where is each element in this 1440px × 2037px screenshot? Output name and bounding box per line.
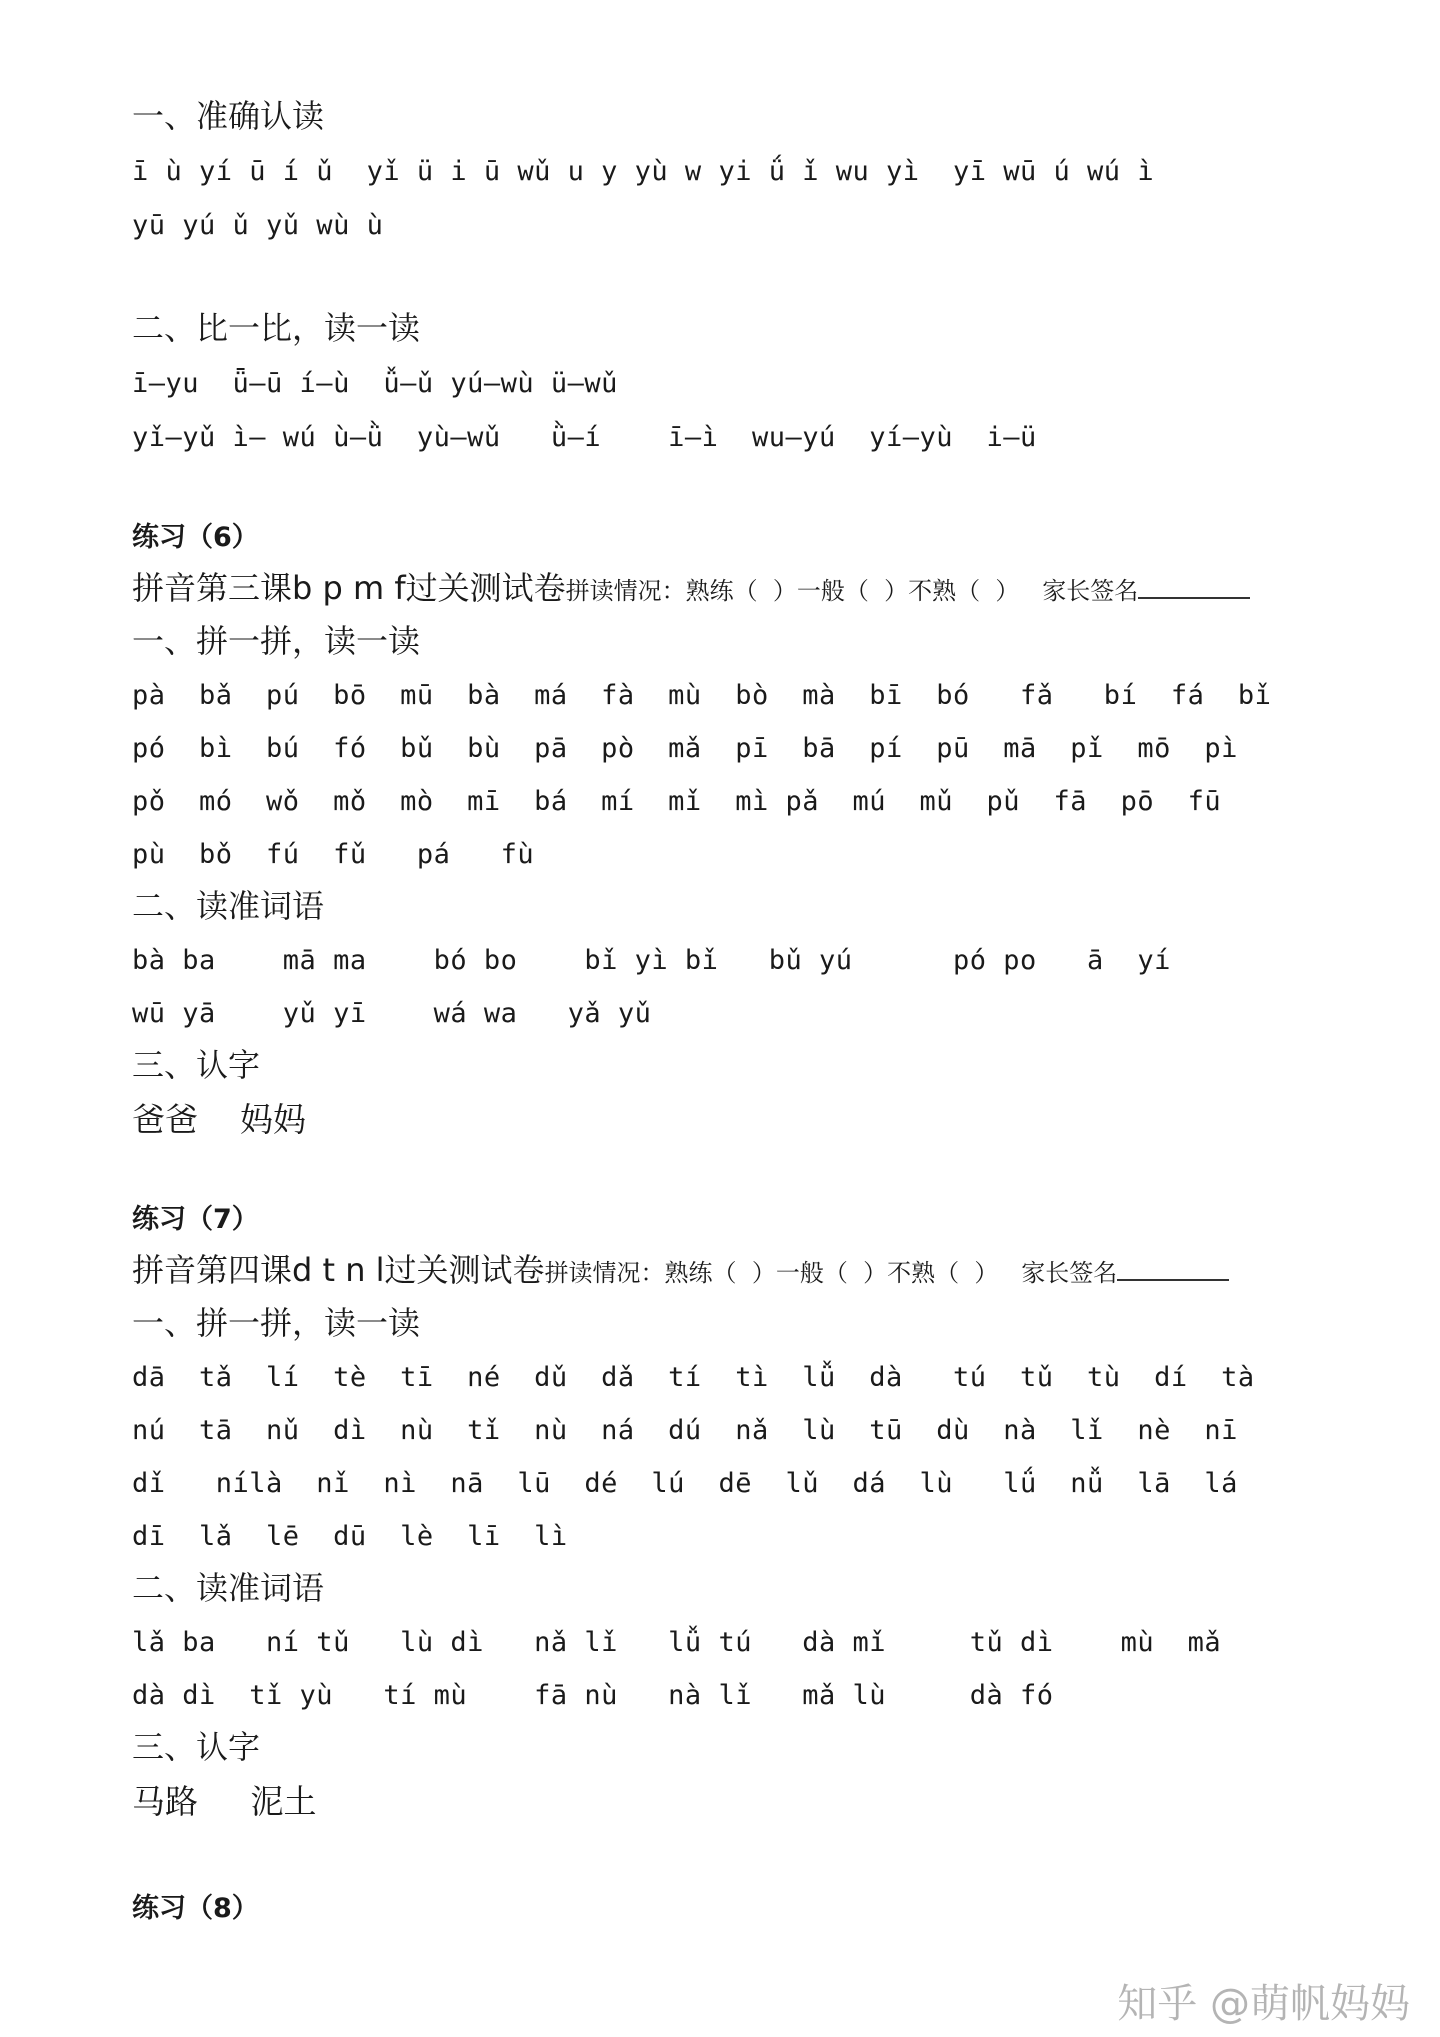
pinyin-line: pà bǎ pú bō mū bà má fà mù bò mà bī bó fǎ bí fá bǐ xyxy=(132,680,1272,711)
pinyin-line: pó bì bú fó bǔ bù pā pò mǎ pī bā pí pū mā pǐ mō pì xyxy=(132,733,1238,764)
exercise-6-label: 练习（6） xyxy=(132,522,259,553)
part-heading-recognize-chars: 三、认字 xyxy=(132,1728,261,1766)
exercise-7-title xyxy=(132,1251,1229,1289)
pinyin-line: pǒ mó wǒ mǒ mò mī bá mí mǐ mì pǎ mú mǔ pǔ fā pō fū xyxy=(132,786,1222,817)
pinyin-line: wū yā yǔ yī wá wa yǎ yǔ xyxy=(132,998,652,1029)
exercise-8-label: 练习（8） xyxy=(132,1893,259,1924)
pinyin-line: dǐ nílà nǐ nì nā lū dé lú dē lǔ dá lù lǘ nǚ lā lá xyxy=(132,1468,1238,1499)
zhihu-watermark: 知乎 @萌帆妈妈 xyxy=(1117,1981,1410,2027)
pinyin-line: yū yú ǔ yǔ wù ù xyxy=(132,210,384,241)
reading-status-line: 拼读情况：熟练（ ）一般（ ）不熟（ ） 家长签名 xyxy=(544,1259,1118,1287)
parent-signature-line xyxy=(1138,575,1250,599)
part-heading-recognize-chars: 三、认字 xyxy=(132,1046,261,1084)
part-heading-read-words: 二、读准词语 xyxy=(132,1569,325,1607)
part-heading-read-words: 二、读准词语 xyxy=(132,887,325,925)
section-heading-accurate-reading: 一、准确认读 xyxy=(132,97,325,135)
pinyin-line: bà ba mā ma bó bo bǐ yì bǐ bǔ yú pó po ā yí xyxy=(132,945,1171,976)
pinyin-line: nú tā nǔ dì nù tǐ nù ná dú nǎ lù tū dù nà lǐ nè nī xyxy=(132,1415,1238,1446)
test-title: 拼音第四课d t n l过关测试卷 xyxy=(132,1251,545,1289)
pinyin-line: pù bǒ fú fǔ pá fù xyxy=(132,839,535,870)
part-heading-spell-read: 一、拼一拼，读一读 xyxy=(132,622,421,660)
section-heading-compare-read: 二、比一比，读一读 xyxy=(132,309,421,347)
test-title: 拼音第三课b p m f过关测试卷 xyxy=(132,569,566,607)
parent-signature-line xyxy=(1117,1257,1229,1281)
reading-status-line: 拼读情况：熟练（ ）一般（ ）不熟（ ） 家长签名 xyxy=(565,577,1139,605)
pinyin-line: dā tǎ lí tè tī né dǔ dǎ tí tì lǚ dà tú tǔ tù dí tà xyxy=(132,1362,1255,1393)
pinyin-line: dī lǎ lē dū lè lī lì xyxy=(132,1521,568,1552)
character-line: 马路 泥土 xyxy=(132,1782,317,1821)
part-heading-spell-read: 一、拼一拼，读一读 xyxy=(132,1304,421,1342)
character-line: 爸爸 妈妈 xyxy=(132,1100,306,1139)
pinyin-line: dà dì tǐ yù tí mù fā nù nà lǐ mǎ lù dà fó xyxy=(132,1680,1054,1711)
pinyin-line: lǎ ba ní tǔ lù dì nǎ lǐ lǚ tú dà mǐ tǔ dì mù mǎ xyxy=(132,1627,1222,1658)
exercise-7-label: 练习（7） xyxy=(132,1204,259,1235)
pinyin-line: ī ù yí ū í ǔ yǐ ü i ū wǔ u y yù w yi ǘ ǐ wu yì yī wū ú wú ì xyxy=(132,156,1155,187)
pinyin-line: yǐ—yǔ ì— wú ù—ǜ yù—wǔ ǜ—í ī—ì wu—yú yí—yù i—ü xyxy=(132,422,1037,453)
pinyin-line: ī—yu ǖ—ū í—ù ǚ—ǔ yú—wù ü—wǔ xyxy=(132,368,618,399)
exercise-6-title xyxy=(132,569,1250,607)
